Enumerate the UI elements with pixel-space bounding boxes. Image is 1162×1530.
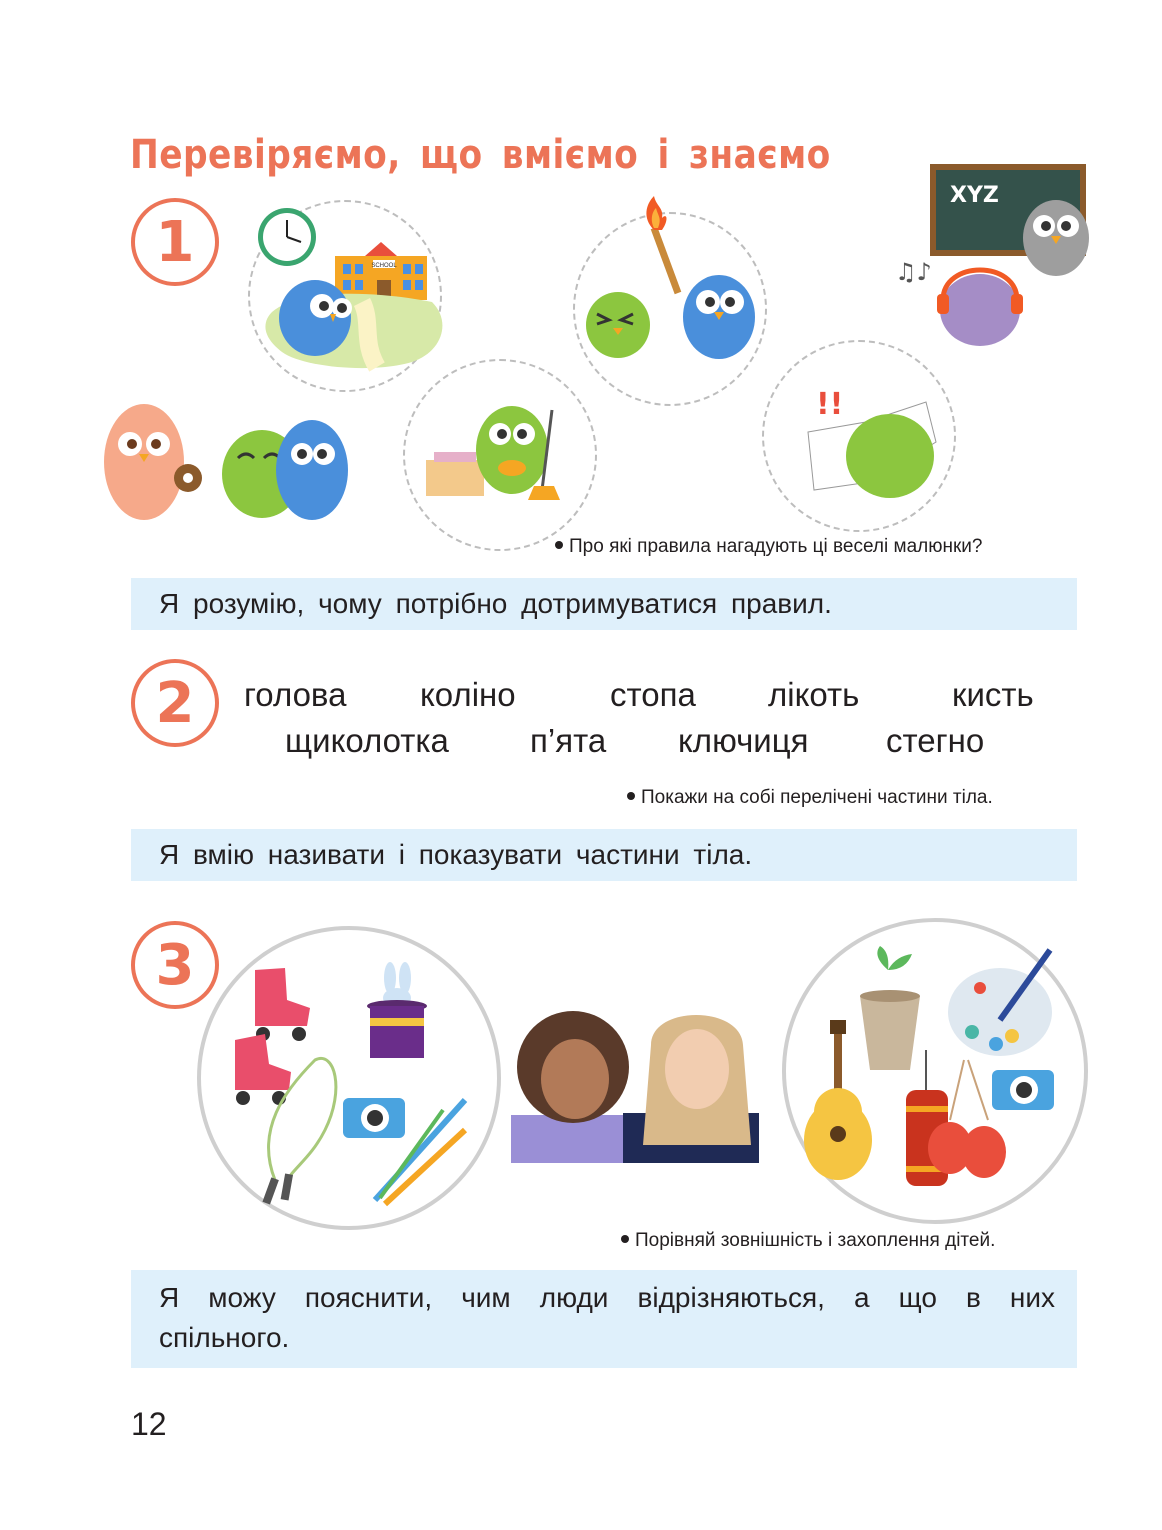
roller-skates-icon xyxy=(235,968,310,1105)
svg-text:!!: !! xyxy=(816,387,844,422)
hint-section-1 xyxy=(555,536,982,558)
body-part-word: стопа xyxy=(610,676,696,713)
summary-bar-3: Я можу пояснити, чим люди відрізняються, а що в них спільного. xyxy=(131,1270,1077,1368)
section-number-2: 2 xyxy=(131,659,219,747)
camera-icon xyxy=(343,1098,405,1138)
body-part-word: щиколотка xyxy=(285,722,449,759)
hint-section-2 xyxy=(627,787,993,809)
left-hobbies-illustration xyxy=(215,960,485,1210)
body-part-word: лікоть xyxy=(768,676,860,713)
hint-text: Порівняй зовнішність і захоплення дітей. xyxy=(635,1230,996,1251)
paint-palette-icon xyxy=(948,950,1052,1056)
body-part-word: п’ята xyxy=(530,722,607,759)
summary-bar-1: Я розумію, чому потрібно дотримуватися правил. xyxy=(131,578,1077,630)
body-part-word: стегно xyxy=(886,722,985,759)
body-part-word: ключиця xyxy=(678,722,809,759)
plant-pot-icon xyxy=(860,946,920,1070)
section-number-3: 3 xyxy=(131,921,219,1009)
magic-hat-icon xyxy=(367,962,427,1058)
summary-bar-2: Я вмію називати і показувати частини тіла. xyxy=(131,829,1077,881)
page-number: 12 xyxy=(131,1406,167,1442)
body-part-word: коліно xyxy=(420,676,516,713)
section-number-1: 1 xyxy=(131,198,219,286)
green-owl-cleaning-icon xyxy=(424,400,574,500)
guitar-icon xyxy=(804,1020,872,1180)
body-part-word: голова xyxy=(244,676,347,713)
camera-icon xyxy=(992,1070,1054,1110)
owls-sharing-donut-icon xyxy=(102,398,352,528)
svg-text:♫♪: ♫♪ xyxy=(895,258,932,286)
hint-text: Про які правила нагадують ці веселі малюнки? xyxy=(569,536,983,557)
green-owl-torn-book-icon xyxy=(806,382,946,502)
children-photo xyxy=(511,1005,759,1163)
clock-icon xyxy=(256,206,318,268)
school-sign: SCHOOL xyxy=(371,263,397,269)
torch-icon xyxy=(640,188,684,298)
right-hobbies-illustration xyxy=(800,940,1070,1200)
purple-owl-headphones-icon xyxy=(895,250,1025,350)
blue-owl-running-icon xyxy=(272,270,358,360)
page-title: Перевіряємо, що вміємо і знаємо xyxy=(130,132,831,178)
hint-text: Покажи на собі перелічені частини тіла. xyxy=(641,787,993,808)
board-text: XYZ xyxy=(950,183,999,208)
hint-section-3 xyxy=(621,1230,995,1252)
grey-owl-teacher-icon xyxy=(1020,190,1092,280)
blue-owl-holding-torch-icon xyxy=(680,262,758,362)
body-part-word: кисть xyxy=(952,676,1034,713)
